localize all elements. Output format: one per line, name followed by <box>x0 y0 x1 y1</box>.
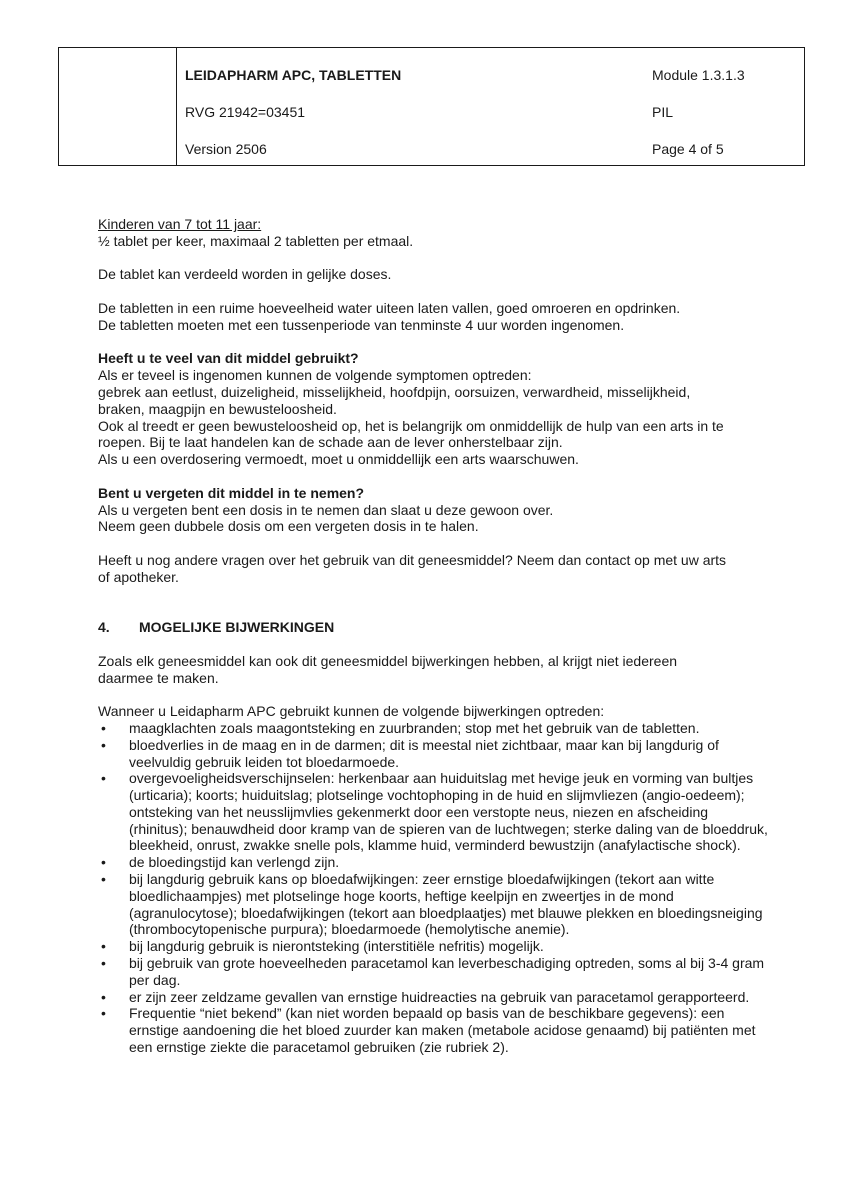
missed-dose-lines <box>98 502 770 536</box>
questions-paragraph <box>98 552 770 586</box>
questions-line: Heeft u nog andere vragen over het gebruik van dit geneesmiddel? Neem dan contact op met uw arts <box>98 551 727 568</box>
missed-dose-heading: Bent u vergeten dit middel in te nemen? <box>98 484 365 501</box>
side-effects-list-intro: Wanneer u Leidapharm APC gebruikt kunnen de volgende bijwerkingen optreden: <box>98 703 605 720</box>
doc-type: PIL <box>652 104 674 120</box>
missed-dose-section <box>98 485 770 535</box>
side-effect-item: • bloedverlies in de maag en in de darmen; dit is meestal niet zichtbaar, maar kan bij langdurig of veelvuldig gebruik leiden tot bloedarmoede. <box>98 737 770 771</box>
overdose-line: Als u een overdosering vermoedt, moet u onmiddellijk een arts waarschuwen. <box>98 451 579 468</box>
overdose-line: roepen. Bij te laat handelen kan de schade aan de lever onherstelbaar zijn. <box>98 434 563 451</box>
side-effect-item: • maagklachten zoals maagontsteking en zuurbranden; stop met het gebruik van de tabletten. <box>98 720 770 737</box>
intake-instructions-paragraph <box>98 300 770 334</box>
missed-dose-line: Neem geen dubbele dosis om een vergeten dosis in te halen. <box>98 518 479 535</box>
divisible-line: De tablet kan verdeeld worden in gelijke doses. <box>98 266 392 283</box>
instruction-line: De tabletten moeten met een tussenperiode van tenminste 4 uur worden ingenomen. <box>98 316 625 333</box>
side-effect-item: • overgevoeligheidsverschijnselen: herkenbaar aan huiduitslag met hevige jeuk en vorming van bultjes (urticaria); koorts; huiduitslag; plotselinge vochtophoping in de huid en slijmvliezen (angio-oedeem); ontsteking van het neusslijmvlies gekenmerkt door een verstopte neus, niezen en afscheiding (rhinitus); benauwdheid door kramp van de spieren van de luchtwegen; sterke daling van de bloeddruk, bleekheid, onrust, zwakke snelle pols, klamme huid, verminderd bewustzijn (anafylactische shock). <box>98 770 770 854</box>
side-effects-list-block <box>98 703 770 1056</box>
header-row-rvg <box>185 105 804 119</box>
page-indicator: Page 4 of 5 <box>652 141 724 157</box>
side-effect-item: • bij gebruik van grote hoeveelheden paracetamol kan leverbeschadiging optreden, soms al bij 3-4 gram per dag. <box>98 955 770 989</box>
header-info-cell <box>177 48 804 165</box>
questions-line: of apotheker. <box>98 568 179 585</box>
header-empty-cell <box>59 48 177 165</box>
overdose-line: Ook al treedt er geen bewusteloosheid op, het is belangrijk om onmiddellijk de hulp van een arts in te <box>98 417 724 434</box>
side-effects-list <box>98 720 770 1056</box>
instruction-line: De tabletten in een ruime hoeveelheid water uiteen laten vallen, goed omroeren en opdrinken. <box>98 299 681 316</box>
overdose-heading: Heeft u te veel van dit middel gebruikt? <box>98 350 359 367</box>
missed-dose-line: Als u vergeten bent een dosis in te nemen dan slaat u deze gewoon over. <box>98 501 554 518</box>
side-effects-intro-line: Zoals elk geneesmiddel kan ook dit geneesmiddel bijwerkingen hebben, al krijgt niet iedereen <box>98 652 678 669</box>
side-effects-intro-paragraph <box>98 653 770 687</box>
module-number: Module 1.3.1.3 <box>652 67 745 83</box>
side-effects-intro-line: daarmee te maken. <box>98 669 219 686</box>
tablet-divisible-paragraph <box>98 266 770 283</box>
dosing-age-heading: Kinderen van 7 tot 11 jaar: <box>98 216 262 232</box>
version-label: Version 2506 <box>185 141 267 157</box>
overdose-section <box>98 350 770 468</box>
document-body <box>98 216 770 1056</box>
header-row-version <box>185 142 804 156</box>
header-row-title <box>185 68 804 82</box>
side-effect-item: • er zijn zeer zeldzame gevallen van ernstige huidreacties na gebruik van paracetamol gerapporteerd. <box>98 989 770 1006</box>
product-title: LEIDAPHARM APC, TABLETTEN <box>185 67 402 83</box>
dosing-dose-line: ½ tablet per keer, maximaal 2 tabletten per etmaal. <box>98 232 414 249</box>
section-4-heading <box>98 619 770 636</box>
side-effect-item: • de bloedingstijd kan verlengd zijn. <box>98 854 770 871</box>
header-table <box>58 47 805 166</box>
overdose-lines <box>98 367 770 468</box>
side-effect-item: • bij langdurig gebruik is nierontsteking (interstitiële nefritis) mogelijk. <box>98 938 770 955</box>
overdose-line: braken, maagpijn en bewusteloosheid. <box>98 400 337 417</box>
side-effect-item: • bij langdurig gebruik kans op bloedafwijkingen: zeer ernstige bloedafwijkingen (tekort aan witte bloedlichaampjes) met plotselinge hoge koorts, heftige keelpijn en zweertjes in de mond (agranulocytose); bloedafwijkingen (tekort aan bloedplaatjes) met blauwe plekken en bloedingsneiging (thrombocytopenische purpura); bloedarmoede (hemolytische anemie). <box>98 871 770 938</box>
overdose-line: Als er teveel is ingenomen kunnen de volgende symptomen optreden: <box>98 367 532 384</box>
rvg-number: RVG 21942=03451 <box>185 104 306 120</box>
section-4-number: 4. <box>98 619 110 636</box>
section-4-title: MOGELIJKE BIJWERKINGEN <box>139 619 335 636</box>
dosing-children-paragraph <box>98 216 770 250</box>
side-effect-item: • Frequentie “niet bekend” (kan niet worden bepaald op basis van de beschikbare gegevens): een ernstige aandoening die het bloed zuurder kan maken (metabole acidose genaamd) bij patiënten met een ernstige ziekte die paracetamol gebruiken (zie rubriek 2). <box>98 1005 770 1055</box>
overdose-line: gebrek aan eetlust, duizeligheid, misselijkheid, hoofdpijn, oorsuizen, verwardheid, misselijkheid, <box>98 383 691 400</box>
